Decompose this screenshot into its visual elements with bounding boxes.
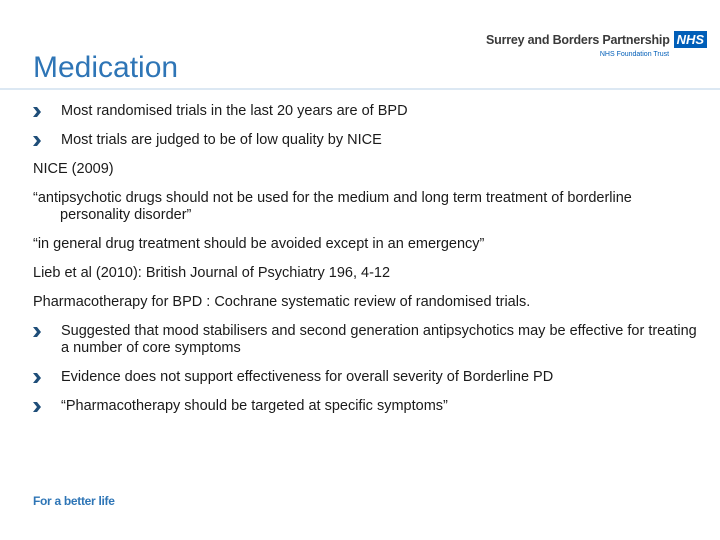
- organisation-logo: [486, 31, 707, 58]
- logo-org-name: Surrey and Borders Partnership: [486, 32, 670, 47]
- chevron-right-icon: [33, 107, 41, 117]
- bullet-text: “Pharmacotherapy should be targeted at specific symptoms”: [61, 398, 448, 414]
- bullet-text: Evidence does not support effectiveness for overall severity of Borderline PD: [61, 369, 554, 385]
- slide-content: [33, 103, 703, 427]
- chevron-right-icon: [33, 136, 41, 146]
- chevron-right-icon: [33, 373, 41, 383]
- nice-quote-1: “antipsychotic drugs should not be used for the medium and long term treatment of borderline personality disorder”: [33, 190, 632, 223]
- title-divider: [0, 88, 720, 90]
- bullet-item: [33, 369, 703, 386]
- chevron-right-icon: [33, 402, 41, 412]
- slide-title: Medication: [33, 51, 179, 84]
- bullet-text: Most trials are judged to be of low quality by NICE: [61, 132, 382, 148]
- footer-tagline: For a better life: [33, 494, 115, 508]
- chevron-right-icon: [33, 327, 41, 337]
- bullet-text: Suggested that mood stabilisers and second generation antipsychotics may be effective for treating a number of core symptoms: [61, 323, 697, 356]
- bullet-item: [33, 323, 703, 357]
- nice-reference: NICE (2009): [33, 161, 114, 177]
- bullet-text: Most randomised trials in the last 20 years are of BPD: [61, 103, 408, 119]
- bullet-item: [33, 398, 703, 415]
- bullet-item: [33, 132, 703, 149]
- logo-top-row: [486, 31, 707, 48]
- bullet-item: [33, 103, 703, 120]
- nhs-badge: NHS: [674, 31, 707, 48]
- lieb-reference: Lieb et al (2010): British Journal of Psychiatry 196, 4-12: [33, 265, 391, 281]
- nice-quote-2: “in general drug treatment should be avoided except in an emergency”: [33, 236, 485, 252]
- logo-trust-name: NHS Foundation Trust: [599, 51, 670, 58]
- cochrane-review: Pharmacotherapy for BPD : Cochrane systematic review of randomised trials.: [33, 294, 531, 310]
